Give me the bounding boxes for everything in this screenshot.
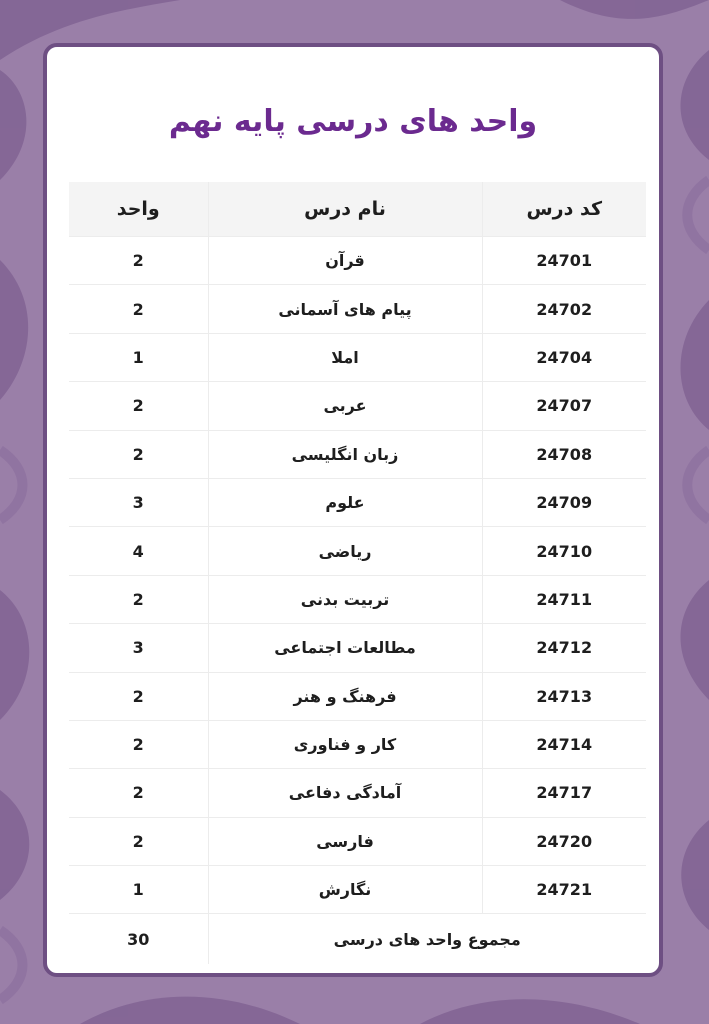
course-code: 24711 (482, 575, 646, 623)
course-units: 2 (69, 720, 208, 768)
table-row (69, 769, 646, 817)
course-name: قرآن (208, 237, 482, 285)
course-units-table (69, 182, 646, 964)
course-code: 24702 (482, 285, 646, 333)
table-row (69, 720, 646, 768)
course-code: 24701 (482, 237, 646, 285)
table-row (69, 866, 646, 914)
course-code: 24720 (482, 817, 646, 865)
course-units: 4 (69, 527, 208, 575)
table-row (69, 333, 646, 381)
table-row (69, 478, 646, 526)
course-code: 24713 (482, 672, 646, 720)
course-units: 1 (69, 866, 208, 914)
content-card (43, 43, 663, 977)
course-name: مطالعات اجتماعی (208, 624, 482, 672)
course-units: 2 (69, 769, 208, 817)
course-code: 24717 (482, 769, 646, 817)
course-name: ریاضی (208, 527, 482, 575)
course-code: 24708 (482, 430, 646, 478)
course-name: املا (208, 333, 482, 381)
table-row (69, 237, 646, 285)
total-row (69, 914, 646, 965)
header-units: واحد (69, 182, 208, 237)
course-code: 24712 (482, 624, 646, 672)
course-code: 24710 (482, 527, 646, 575)
header-course-name: نام درس (208, 182, 482, 237)
course-name: علوم (208, 478, 482, 526)
table-row (69, 817, 646, 865)
course-units: 3 (69, 478, 208, 526)
total-label: مجموع واحد های درسی (333, 929, 521, 949)
course-name: تربیت بدنی (208, 575, 482, 623)
total-units: 30 (69, 914, 208, 965)
page-title: واحد های درسی پایه نهم (168, 104, 538, 139)
course-name: فرهنگ و هنر (208, 672, 482, 720)
course-units: 2 (69, 285, 208, 333)
course-code: 24721 (482, 866, 646, 914)
course-name: عربی (208, 382, 482, 430)
course-units: 2 (69, 672, 208, 720)
course-code: 24704 (482, 333, 646, 381)
course-code: 24714 (482, 720, 646, 768)
course-units: 2 (69, 430, 208, 478)
course-code: 24709 (482, 478, 646, 526)
course-code: 24707 (482, 382, 646, 430)
course-units: 3 (69, 624, 208, 672)
table-row (69, 527, 646, 575)
table-row (69, 285, 646, 333)
table-row (69, 575, 646, 623)
table-row (69, 672, 646, 720)
course-units: 2 (69, 817, 208, 865)
course-units: 2 (69, 237, 208, 285)
header-course-code: کد درس (482, 182, 646, 237)
course-name: فارسی (208, 817, 482, 865)
course-units: 2 (69, 575, 208, 623)
course-name: کار و فناوری (208, 720, 482, 768)
table-row (69, 382, 646, 430)
table-header-row (69, 182, 646, 237)
table-row (69, 430, 646, 478)
course-units: 2 (69, 382, 208, 430)
course-units: 1 (69, 333, 208, 381)
course-name: آمادگی دفاعی (208, 769, 482, 817)
course-name: پیام های آسمانی (208, 285, 482, 333)
course-name: زبان انگلیسی (208, 430, 482, 478)
course-name: نگارش (208, 866, 482, 914)
table-row (69, 624, 646, 672)
